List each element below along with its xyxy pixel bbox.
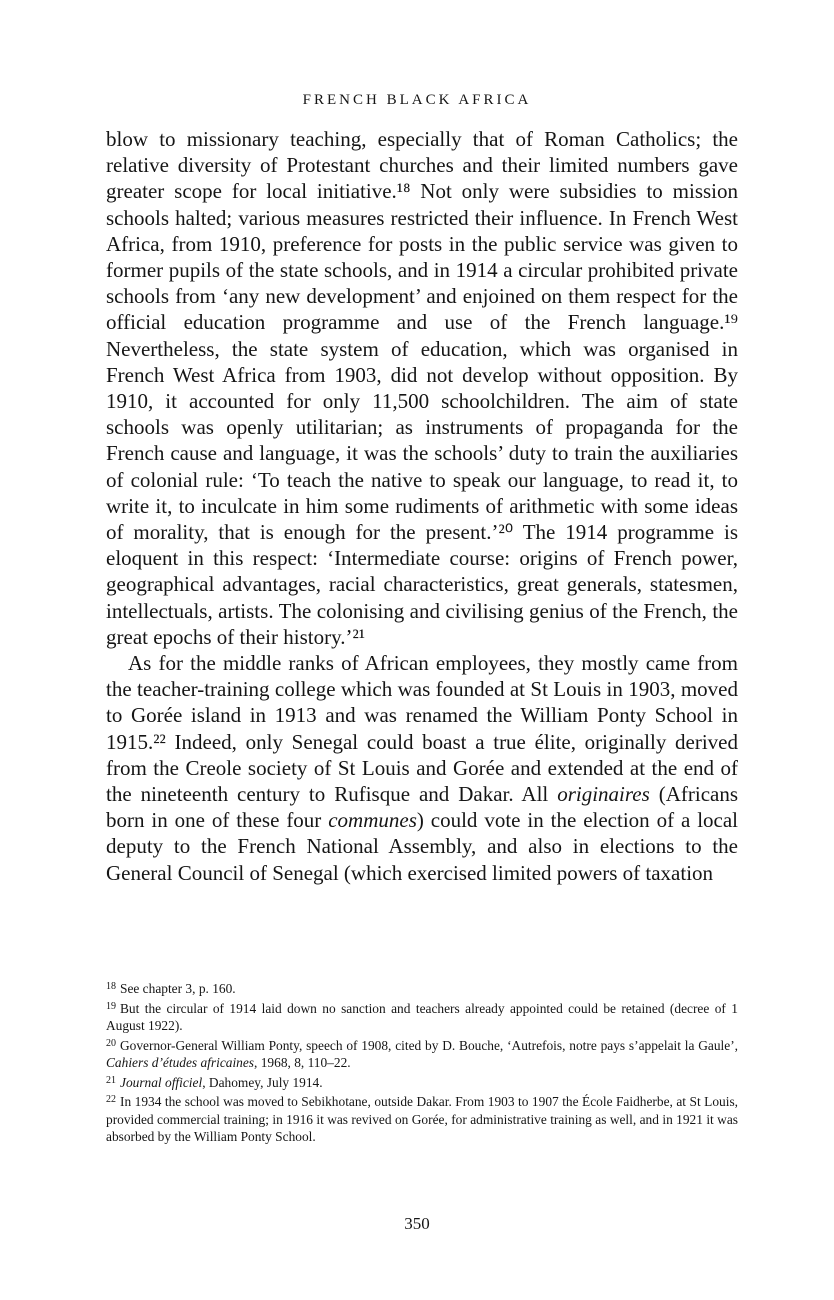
term-originaires: originaires (557, 782, 650, 807)
paragraph-2-part-a: As for the middle ranks of African employees, they mostly came from the teacher-training college which was founded at St Louis in 1903, moved to Gorée island in 1913 and was renamed the William Ponty School in 1915.²² Indeed, only Senegal could boast a true élite, originally derived from the Creole society of St Louis and Gorée and extended at the end of the nineteenth century to Rufisque and Dakar. All (106, 651, 738, 807)
footnote-number: 20 (106, 1037, 116, 1049)
footnote-18 (106, 978, 738, 998)
footnote-20 (106, 1035, 738, 1072)
footnote-text: , Dahomey, July 1914. (202, 1074, 323, 1090)
footnote-number: 18 (106, 981, 116, 992)
footnote-22 (106, 1091, 738, 1146)
term-communes: communes (328, 808, 417, 833)
paragraph-1: blow to missionary teaching, especially that of Roman Catholics; the relative diversity of Protestant churches and their limited numbers gave greater scope for local initiative.¹⁸ Not only were subsidies to mission schools halted; various measures restricted their influence. In French West Africa, from 1910, preference for posts in the public service was given to former pupils of the state schools, and in 1914 a circular prohibited private schools from ‘any new development’ and enjoined on them respect for the official education programme and use of the French language.¹⁹ Nevertheless, the state system of education, which was organised in French West Africa from 1903, did not develop without opposition. By 1910, it accounted for only 11,500 schoolchildren. The aim of state schools was openly utilitarian; as instruments of propaganda for the French cause and language, it was the schools’ duty to train the auxiliaries of colonial rule: ‘To teach the native to speak our language, to read it, to write it, to inculcate in him some rudiments of arithmetic with some ideas of morality, that is enough for the present.’²⁰ The 1914 programme is eloquent in this respect: ‘Intermediate course: origins of French power, geographical advantages, racial characteristics, great generals, statesmen, intellectuals, artists. The colonising and civilising genius of the French, the great epochs of their history.’²¹ (106, 127, 738, 649)
page-number: 350 (404, 1214, 430, 1233)
footnote-text: See chapter 3, p. 160. (120, 981, 236, 996)
footnote-number: 22 (106, 1094, 116, 1105)
paragraph-2-part-c: ) could vote in the election of a local deputy to the French National Assembly, and also in elections to the General Council of Senegal (which exercised limited powers of taxation (106, 808, 738, 885)
footnote-text: But the circular of 1914 laid down no sanction and teachers already appointed could be retained (decree of 1 August 1922). (106, 1000, 738, 1033)
paragraph-2-part-b: (Africans born in one of these four (106, 782, 739, 833)
footnote-journal-title: Cahiers d’études africaines (106, 1055, 255, 1070)
footnote-text: In 1934 the school was moved to Sebikhotane, outside Dakar. From 1903 to 1907 the École Faidherbe, at St Louis, provided commercial training; in 1916 it was revived on Gorée, for administrative training as well, and in 1921 it was absorbed by the William Ponty School. (106, 1094, 738, 1144)
running-head: FRENCH BLACK AFRICA (302, 92, 532, 108)
footnote-21 (106, 1072, 738, 1092)
footnotes (106, 978, 738, 1146)
footnote-number: 21 (106, 1074, 116, 1086)
paragraph-2 (106, 650, 738, 886)
body-text (106, 126, 738, 886)
footnote-journal-title: Journal officiel (120, 1074, 203, 1090)
footnote-text: , 1968, 8, 110–22. (254, 1055, 351, 1070)
footnote-19 (106, 998, 738, 1035)
footnote-number: 19 (106, 1000, 116, 1012)
footnote-text: Governor-General William Ponty, speech of 1908, cited by D. Bouche, ‘Autrefois, notre pays s’appelait la Gaule’, (120, 1037, 738, 1053)
